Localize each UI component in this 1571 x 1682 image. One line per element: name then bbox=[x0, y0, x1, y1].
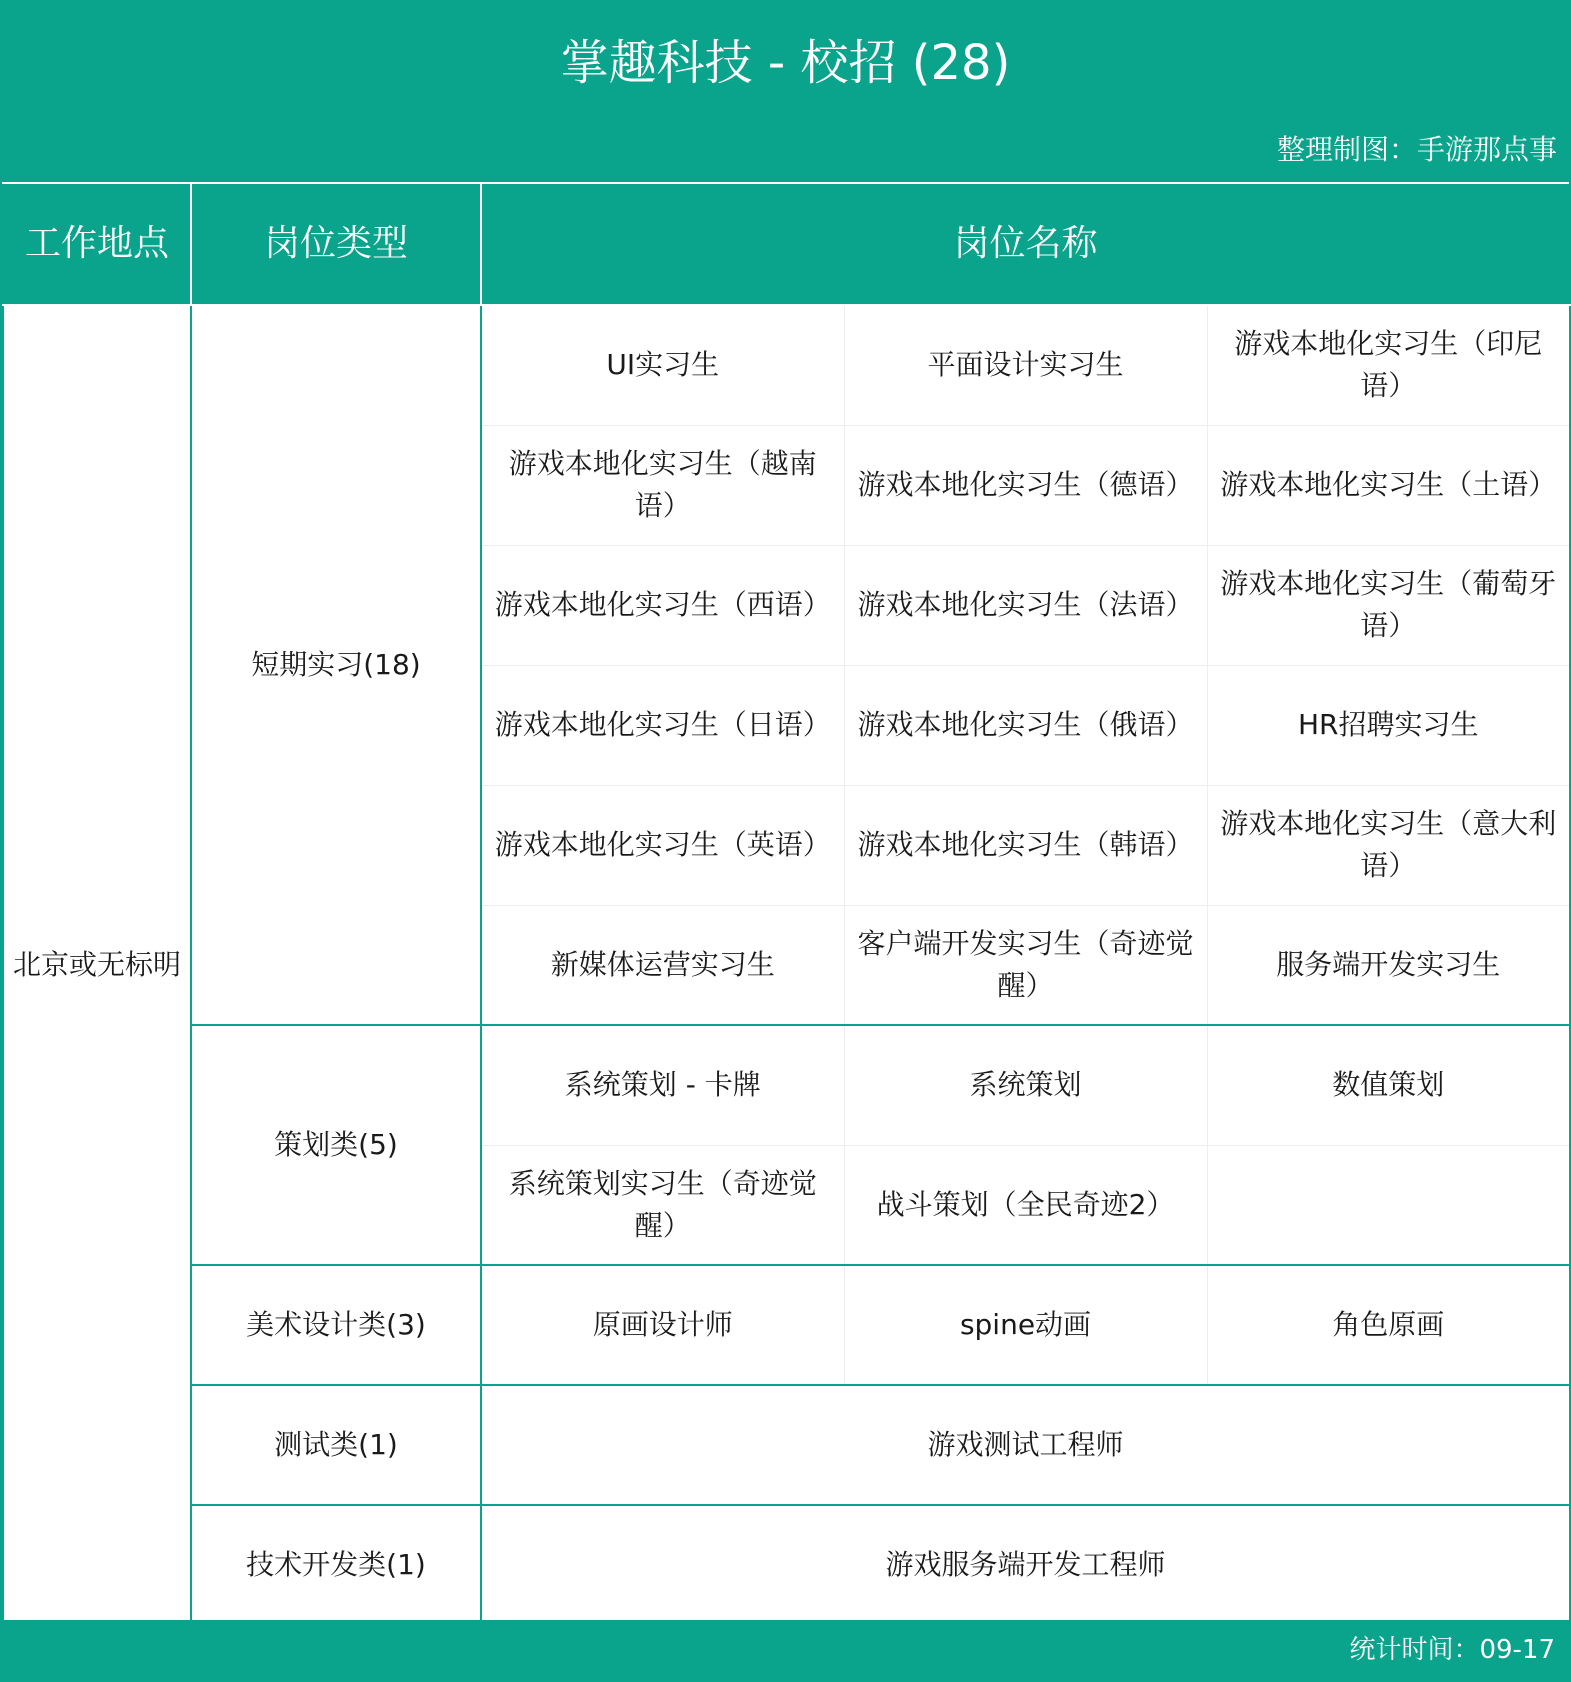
header-category: 岗位类型 bbox=[191, 183, 481, 305]
category-testing: 测试类(1) bbox=[191, 1385, 481, 1505]
position-cell: 数值策划 bbox=[1207, 1025, 1570, 1145]
table-row bbox=[3, 1505, 1570, 1625]
location-cell: 北京或无标明 bbox=[3, 305, 191, 1625]
stat-time: 统计时间：09-17 bbox=[1349, 1635, 1555, 1665]
position-cell: 游戏测试工程师 bbox=[481, 1385, 1570, 1505]
position-cell: 角色原画 bbox=[1207, 1265, 1570, 1385]
category-art: 美术设计类(3) bbox=[191, 1265, 481, 1385]
header-location: 工作地点 bbox=[3, 183, 191, 305]
position-cell: 游戏本地化实习生（法语） bbox=[844, 545, 1207, 665]
category-internship: 短期实习(18) bbox=[191, 305, 481, 1025]
position-cell: 系统策划 - 卡牌 bbox=[481, 1025, 844, 1145]
title-bar bbox=[2, 2, 1569, 182]
footer-bar bbox=[2, 1620, 1569, 1680]
position-cell: 平面设计实习生 bbox=[844, 305, 1207, 425]
position-cell: 游戏本地化实习生（西语） bbox=[481, 545, 844, 665]
position-cell-empty bbox=[1207, 1145, 1570, 1265]
position-cell: 战斗策划（全民奇迹2） bbox=[844, 1145, 1207, 1265]
table-row bbox=[3, 305, 1570, 425]
table-header-row bbox=[3, 183, 1570, 305]
credit-text: 整理制图：手游那点事 bbox=[1276, 133, 1557, 166]
position-cell: HR招聘实习生 bbox=[1207, 665, 1570, 785]
page-title: 掌趣科技 - 校招 (28) bbox=[560, 35, 1011, 91]
position-cell: UI实习生 bbox=[481, 305, 844, 425]
position-cell: 游戏本地化实习生（俄语） bbox=[844, 665, 1207, 785]
category-planning: 策划类(5) bbox=[191, 1025, 481, 1265]
position-cell: 新媒体运营实习生 bbox=[481, 905, 844, 1025]
position-cell: 游戏本地化实习生（印尼语） bbox=[1207, 305, 1570, 425]
position-cell: 原画设计师 bbox=[481, 1265, 844, 1385]
position-cell: 系统策划实习生（奇迹觉醒） bbox=[481, 1145, 844, 1265]
position-cell: 游戏本地化实习生（德语） bbox=[844, 425, 1207, 545]
position-cell: 服务端开发实习生 bbox=[1207, 905, 1570, 1025]
position-cell: 系统策划 bbox=[844, 1025, 1207, 1145]
category-tech: 技术开发类(1) bbox=[191, 1505, 481, 1625]
position-cell: 游戏本地化实习生（英语） bbox=[481, 785, 844, 905]
position-cell: 游戏本地化实习生（葡萄牙语） bbox=[1207, 545, 1570, 665]
positions-table bbox=[2, 182, 1571, 1626]
table-row bbox=[3, 1265, 1570, 1385]
position-cell: 游戏本地化实习生（越南语） bbox=[481, 425, 844, 545]
position-cell: 游戏服务端开发工程师 bbox=[481, 1505, 1570, 1625]
position-cell: spine动画 bbox=[844, 1265, 1207, 1385]
position-cell: 游戏本地化实习生（日语） bbox=[481, 665, 844, 785]
position-cell: 客户端开发实习生（奇迹觉醒） bbox=[844, 905, 1207, 1025]
position-cell: 游戏本地化实习生（意大利语） bbox=[1207, 785, 1570, 905]
table-row bbox=[3, 1025, 1570, 1145]
header-position: 岗位名称 bbox=[481, 183, 1570, 305]
table-row bbox=[3, 1385, 1570, 1505]
position-cell: 游戏本地化实习生（韩语） bbox=[844, 785, 1207, 905]
position-cell: 游戏本地化实习生（土语） bbox=[1207, 425, 1570, 545]
